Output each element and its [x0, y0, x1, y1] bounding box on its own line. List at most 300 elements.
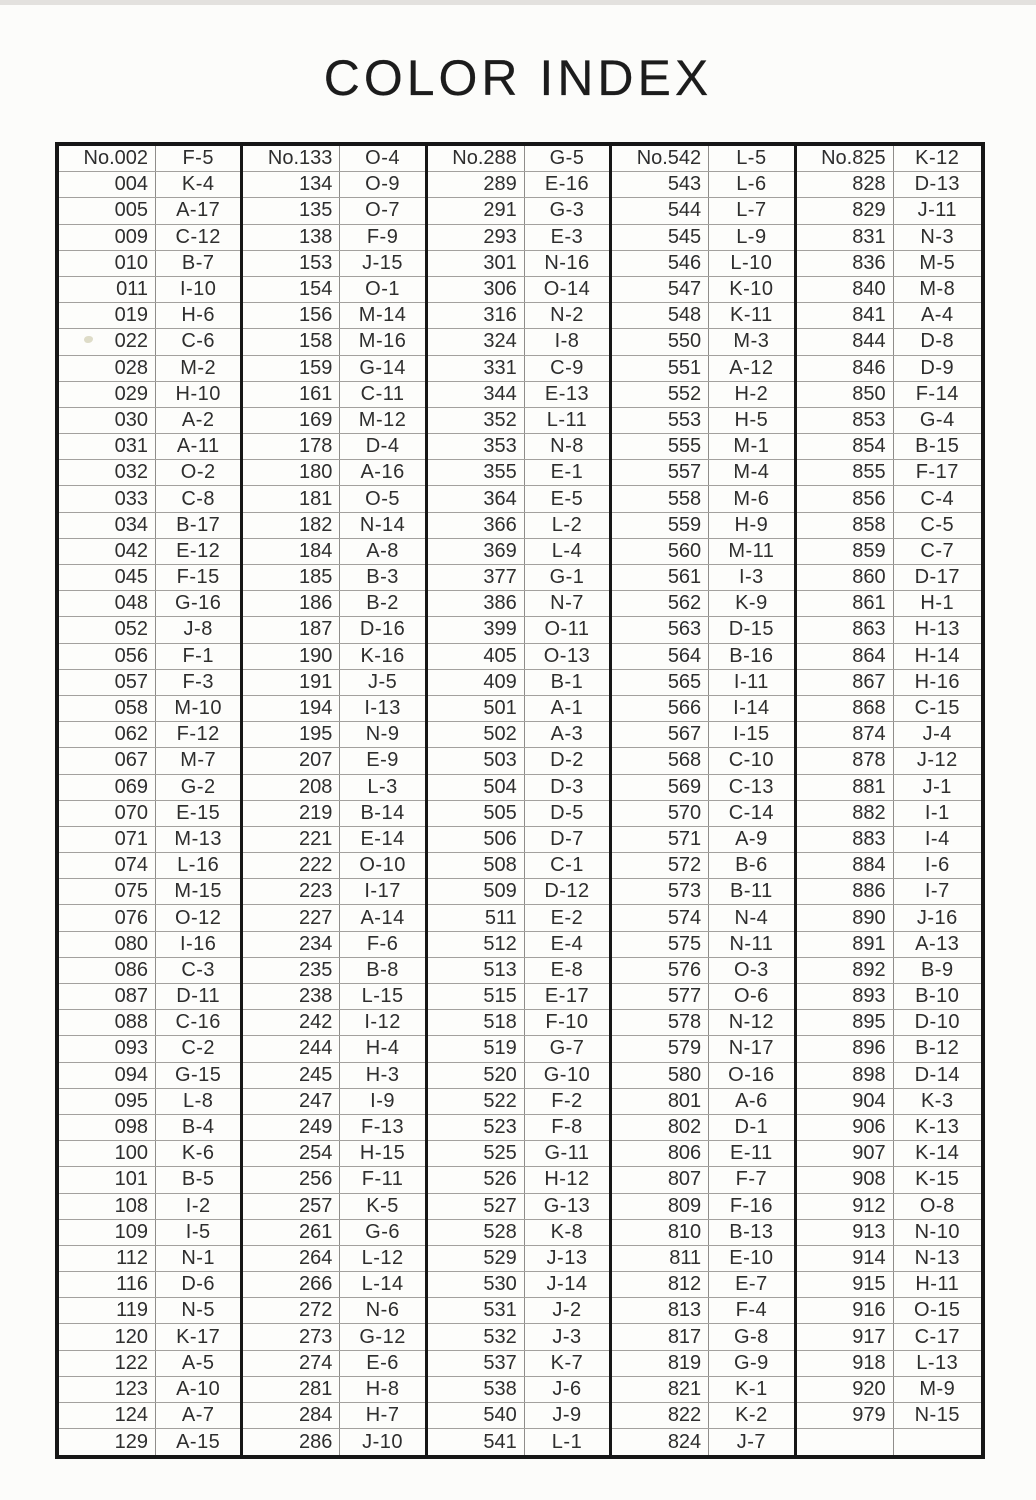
color-code-cell: K-3 — [920, 1089, 954, 1112]
index-row — [59, 644, 240, 670]
index-row — [797, 146, 981, 172]
color-number-cell: 526 — [428, 1167, 525, 1192]
index-row — [797, 303, 981, 329]
color-number-cell: 572 — [612, 853, 709, 878]
index-row — [797, 905, 981, 931]
color-code-cell: C-9 — [550, 356, 584, 379]
color-code-cell: J-5 — [367, 670, 398, 693]
color-code-cell: E-15 — [176, 801, 221, 824]
color-code-cell: N-15 — [914, 1404, 960, 1427]
index-row — [59, 1272, 240, 1298]
color-number-cell: 916 — [797, 1298, 894, 1323]
color-code-cell: L-13 — [916, 1351, 959, 1374]
color-code-cell: B-5 — [181, 1168, 215, 1191]
color-code-cell: L-7 — [736, 199, 767, 222]
color-number-cell: 153 — [243, 251, 340, 276]
index-row — [797, 1377, 981, 1403]
index-row — [428, 460, 609, 486]
color-code-cell: H-2 — [734, 382, 769, 405]
index-row — [612, 905, 793, 931]
color-code-cell: G-12 — [359, 1325, 406, 1348]
color-code-cell: E-7 — [735, 1273, 768, 1296]
color-number-cell: 530 — [428, 1272, 525, 1297]
color-number-cell: 506 — [428, 827, 525, 852]
index-row — [243, 984, 424, 1010]
color-number-cell: 056 — [59, 644, 156, 669]
color-code-cell: M-10 — [174, 697, 222, 720]
color-number-cell: 917 — [797, 1324, 894, 1349]
index-row — [797, 1246, 981, 1272]
color-number-cell: 979 — [797, 1403, 894, 1428]
color-code-cell: O-12 — [174, 906, 222, 929]
color-number-cell: 811 — [612, 1246, 709, 1271]
color-number-cell: No.133 — [243, 146, 340, 171]
index-row — [797, 198, 981, 224]
color-number-cell: 883 — [797, 827, 894, 852]
color-number-cell: No.288 — [428, 146, 525, 171]
color-number-cell: 854 — [797, 434, 894, 459]
color-number-cell: 369 — [428, 539, 525, 564]
index-row — [428, 801, 609, 827]
color-code-cell: J-8 — [183, 618, 213, 641]
color-number-cell: 864 — [797, 644, 894, 669]
color-number-cell: 801 — [612, 1089, 709, 1114]
index-row — [797, 513, 981, 539]
index-row — [428, 198, 609, 224]
index-row — [243, 1194, 424, 1220]
index-row — [612, 1036, 793, 1062]
color-number-cell: 031 — [59, 434, 156, 459]
index-row — [243, 879, 424, 905]
index-row — [612, 1429, 793, 1455]
color-code-cell: H-3 — [365, 1063, 400, 1086]
color-code-cell: F-15 — [176, 566, 220, 589]
color-code-cell: E-17 — [544, 985, 590, 1008]
color-number-cell: 575 — [612, 932, 709, 957]
color-number-cell: 124 — [59, 1403, 156, 1428]
color-number-cell: 503 — [428, 748, 525, 773]
index-row — [243, 1324, 424, 1350]
color-code-cell: K-4 — [181, 173, 215, 196]
color-number-cell: 508 — [428, 853, 525, 878]
index-row — [612, 722, 793, 748]
color-number-cell: 067 — [59, 748, 156, 773]
color-code-cell: K-9 — [735, 592, 768, 615]
index-row — [243, 1036, 424, 1062]
color-number-cell: 855 — [797, 460, 894, 485]
color-code-cell: D-2 — [550, 749, 584, 772]
color-code-cell: H-1 — [920, 592, 955, 615]
color-code-cell: H-5 — [734, 408, 769, 431]
color-code-cell: I-3 — [738, 566, 764, 589]
index-row — [59, 1194, 240, 1220]
index-row — [428, 303, 609, 329]
color-code-cell: F-4 — [735, 1299, 768, 1322]
color-number-cell: 580 — [612, 1063, 709, 1088]
index-row — [428, 1272, 609, 1298]
index-row — [59, 198, 240, 224]
color-number-cell: 409 — [428, 670, 525, 695]
index-row — [797, 1194, 981, 1220]
index-row — [243, 1115, 424, 1141]
index-row — [59, 251, 240, 277]
color-number-cell: 893 — [797, 984, 894, 1009]
color-code-cell: L-1 — [551, 1430, 583, 1453]
index-row — [797, 853, 981, 879]
color-number-cell: 195 — [243, 722, 340, 747]
index-row — [797, 1115, 981, 1141]
index-row — [428, 1010, 609, 1036]
color-code-cell: H-6 — [181, 304, 216, 327]
color-code-cell: D-4 — [365, 435, 400, 458]
color-code-cell: F-10 — [545, 1011, 589, 1034]
color-code-cell: I-4 — [924, 827, 950, 850]
index-row — [243, 146, 424, 172]
color-number-cell: 178 — [243, 434, 340, 459]
index-row — [243, 1351, 424, 1377]
color-number-cell: 186 — [243, 591, 340, 616]
color-number-cell: 071 — [59, 827, 156, 852]
index-row — [59, 722, 240, 748]
index-row — [59, 225, 240, 251]
index-row — [797, 1220, 981, 1246]
index-row — [59, 827, 240, 853]
color-code-cell: B-15 — [915, 435, 960, 458]
color-code-cell: N-3 — [920, 225, 955, 248]
color-code-cell: G-4 — [919, 408, 955, 431]
color-code-cell: O-3 — [733, 958, 769, 981]
index-row — [59, 958, 240, 984]
color-code-cell: F-2 — [551, 1089, 583, 1112]
color-number-cell: 272 — [243, 1298, 340, 1323]
index-row — [797, 1089, 981, 1115]
color-number-cell: 161 — [243, 382, 340, 407]
color-code-cell: O-6 — [733, 985, 769, 1008]
color-number-cell — [797, 1429, 894, 1455]
index-row — [612, 932, 793, 958]
color-code-cell: I-7 — [924, 880, 950, 903]
index-row — [612, 277, 793, 303]
color-code-cell: C-15 — [914, 697, 960, 720]
color-number-cell: 405 — [428, 644, 525, 669]
color-number-cell: 807 — [612, 1167, 709, 1192]
color-code-cell: D-8 — [920, 330, 955, 353]
color-number-cell: 562 — [612, 591, 709, 616]
color-number-cell: 004 — [59, 172, 156, 197]
color-number-cell: 256 — [243, 1167, 340, 1192]
color-number-cell: 563 — [612, 617, 709, 642]
color-code-cell: D-5 — [550, 801, 584, 824]
color-number-cell: 548 — [612, 303, 709, 328]
index-row — [59, 801, 240, 827]
index-row — [428, 251, 609, 277]
index-column-5 — [797, 146, 981, 1455]
color-number-cell: 034 — [59, 513, 156, 538]
color-number-cell: 868 — [797, 696, 894, 721]
color-code-cell: G-2 — [180, 775, 216, 798]
color-code-cell: G-13 — [543, 1194, 591, 1217]
color-code-cell: E-2 — [550, 906, 584, 929]
index-row — [243, 827, 424, 853]
index-row — [797, 1324, 981, 1350]
index-row — [612, 565, 793, 591]
color-code-cell: F-8 — [551, 1116, 583, 1139]
color-code-cell: N-4 — [734, 906, 769, 929]
color-number-cell: 352 — [428, 408, 525, 433]
index-row — [428, 434, 609, 460]
index-row — [243, 670, 424, 696]
index-row — [797, 617, 981, 643]
color-number-cell: 293 — [428, 225, 525, 250]
color-number-cell: 806 — [612, 1141, 709, 1166]
color-number-cell: 904 — [797, 1089, 894, 1114]
color-number-cell: 355 — [428, 460, 525, 485]
color-code-cell: K-7 — [550, 1351, 584, 1374]
color-code-cell: D-3 — [550, 775, 584, 798]
color-number-cell: 841 — [797, 303, 894, 328]
color-number-cell: 045 — [59, 565, 156, 590]
color-number-cell: 520 — [428, 1063, 525, 1088]
color-code-cell: G-3 — [549, 199, 585, 222]
color-code-cell: M-5 — [919, 251, 956, 274]
color-index-table — [55, 142, 985, 1459]
color-number-cell: 859 — [797, 539, 894, 564]
index-row — [59, 1220, 240, 1246]
index-row — [797, 1167, 981, 1193]
color-code-cell: N-1 — [181, 1246, 216, 1269]
color-number-cell: 235 — [243, 958, 340, 983]
color-number-cell: 187 — [243, 617, 340, 642]
color-number-cell: 119 — [59, 1298, 156, 1323]
color-number-cell: 184 — [243, 539, 340, 564]
color-code-cell: N-2 — [550, 304, 584, 327]
index-row — [612, 775, 793, 801]
color-code-cell: J-11 — [917, 199, 957, 222]
color-code-cell: O-11 — [544, 618, 590, 641]
index-row — [428, 1141, 609, 1167]
index-row — [797, 225, 981, 251]
color-code-cell: D-14 — [914, 1063, 960, 1086]
color-code-cell: I-13 — [364, 697, 401, 720]
index-row — [428, 356, 609, 382]
index-row — [612, 460, 793, 486]
color-number-cell: 821 — [612, 1377, 709, 1402]
index-row — [612, 408, 793, 434]
color-code-cell: M-14 — [358, 304, 407, 327]
color-code-cell: A-3 — [550, 723, 584, 746]
color-number-cell: 377 — [428, 565, 525, 590]
color-number-cell: 234 — [243, 932, 340, 957]
index-row — [428, 617, 609, 643]
index-row — [59, 1403, 240, 1429]
color-code-cell: J-2 — [552, 1299, 582, 1322]
color-code-cell: K-1 — [735, 1377, 768, 1400]
color-code-cell: F-17 — [915, 461, 959, 484]
color-number-cell: 005 — [59, 198, 156, 223]
index-row — [797, 932, 981, 958]
color-code-cell: H-4 — [365, 1037, 400, 1060]
color-number-cell: 291 — [428, 198, 525, 223]
index-row — [428, 146, 609, 172]
color-number-cell: 555 — [612, 434, 709, 459]
color-code-cell: E-12 — [176, 539, 221, 562]
color-number-cell: 577 — [612, 984, 709, 1009]
color-code-cell: B-3 — [366, 566, 399, 589]
color-number-cell: 331 — [428, 356, 525, 381]
color-code-cell: A-2 — [181, 408, 215, 431]
index-row — [797, 277, 981, 303]
color-number-cell: 812 — [612, 1272, 709, 1297]
index-row — [428, 1063, 609, 1089]
color-number-cell: 867 — [797, 670, 894, 695]
color-code-cell: O-16 — [728, 1063, 775, 1086]
index-row — [797, 748, 981, 774]
index-row — [612, 748, 793, 774]
color-number-cell: 553 — [612, 408, 709, 433]
color-code-cell: I-2 — [185, 1194, 211, 1217]
color-number-cell: 093 — [59, 1036, 156, 1061]
index-row — [59, 1115, 240, 1141]
index-row — [612, 958, 793, 984]
color-code-cell: M-11 — [728, 539, 775, 562]
index-row — [797, 670, 981, 696]
index-row — [797, 1272, 981, 1298]
color-code-cell: O-15 — [914, 1299, 961, 1322]
index-row — [612, 172, 793, 198]
index-row — [243, 460, 424, 486]
color-code-cell: G-1 — [549, 566, 585, 589]
index-row — [243, 722, 424, 748]
index-row — [243, 1429, 424, 1455]
color-code-cell: F-7 — [735, 1168, 768, 1191]
index-row — [612, 513, 793, 539]
color-number-cell: No.002 — [59, 146, 156, 171]
index-row — [243, 277, 424, 303]
color-number-cell: 098 — [59, 1115, 156, 1140]
index-row — [59, 460, 240, 486]
color-code-cell: K-14 — [915, 1142, 960, 1165]
color-code-cell: E-8 — [550, 958, 584, 981]
color-number-cell: 543 — [612, 172, 709, 197]
color-number-cell: 896 — [797, 1036, 894, 1061]
color-number-cell: 076 — [59, 905, 156, 930]
color-code-cell: C-5 — [920, 513, 955, 536]
color-number-cell: 819 — [612, 1351, 709, 1376]
color-number-cell: 254 — [243, 1141, 340, 1166]
index-row — [59, 565, 240, 591]
color-number-cell: 238 — [243, 984, 340, 1009]
index-row — [428, 1036, 609, 1062]
color-code-cell: B-14 — [360, 801, 405, 824]
color-code-cell: E-16 — [544, 173, 590, 196]
index-row — [243, 905, 424, 931]
index-row — [612, 251, 793, 277]
color-code-cell: A-10 — [176, 1377, 221, 1400]
index-row — [243, 1220, 424, 1246]
index-row — [797, 408, 981, 434]
color-code-cell: L-4 — [551, 539, 583, 562]
color-number-cell: 856 — [797, 486, 894, 511]
color-number-cell: 033 — [59, 486, 156, 511]
color-code-cell: N-7 — [550, 592, 584, 615]
color-number-cell: 891 — [797, 932, 894, 957]
color-code-cell: H-11 — [915, 1273, 960, 1296]
color-code-cell: A-11 — [176, 435, 220, 458]
color-number-cell: 159 — [243, 356, 340, 381]
color-code-cell: H-15 — [359, 1142, 406, 1165]
index-row — [797, 1063, 981, 1089]
color-number-cell: 828 — [797, 172, 894, 197]
index-row — [797, 329, 981, 355]
color-number-cell: 861 — [797, 591, 894, 616]
color-number-cell: 858 — [797, 513, 894, 538]
color-number-cell: 531 — [428, 1298, 525, 1323]
color-code-cell: B-17 — [176, 513, 221, 536]
color-number-cell: 502 — [428, 722, 525, 747]
color-code-cell: J-14 — [546, 1273, 588, 1296]
index-row — [59, 932, 240, 958]
color-number-cell: 573 — [612, 879, 709, 904]
color-code-cell: G-14 — [359, 356, 406, 379]
index-row — [612, 356, 793, 382]
color-code-cell: O-13 — [543, 644, 591, 667]
color-code-cell: N-17 — [728, 1037, 775, 1060]
color-code-cell: H-7 — [365, 1404, 400, 1427]
color-code-cell: E-9 — [366, 749, 399, 772]
color-code-cell: L-11 — [546, 408, 588, 431]
color-code-cell: F-1 — [182, 644, 214, 667]
color-number-cell: 273 — [243, 1324, 340, 1349]
index-row — [59, 434, 240, 460]
color-number-cell: 048 — [59, 591, 156, 616]
color-number-cell: 122 — [59, 1351, 156, 1376]
color-number-cell: 906 — [797, 1115, 894, 1140]
color-code-cell: C-3 — [181, 958, 216, 981]
color-number-cell: 557 — [612, 460, 709, 485]
color-number-cell: 512 — [428, 932, 525, 957]
color-code-cell: B-6 — [735, 854, 768, 877]
color-code-cell: E-1 — [550, 461, 584, 484]
color-code-cell: E-13 — [544, 382, 590, 405]
color-number-cell: 101 — [59, 1167, 156, 1192]
index-row — [59, 879, 240, 905]
color-number-cell: 529 — [428, 1246, 525, 1271]
index-row — [243, 251, 424, 277]
color-number-cell: 075 — [59, 879, 156, 904]
index-column-3 — [428, 146, 612, 1455]
color-code-cell: F-16 — [729, 1194, 773, 1217]
color-code-cell: N-11 — [729, 932, 774, 955]
index-row — [428, 1246, 609, 1272]
index-row — [797, 356, 981, 382]
color-code-cell: C-7 — [920, 539, 955, 562]
index-row — [243, 539, 424, 565]
index-row — [243, 198, 424, 224]
index-row — [428, 748, 609, 774]
index-row — [59, 670, 240, 696]
color-code-cell: E-14 — [360, 827, 405, 850]
color-code-cell: A-12 — [729, 356, 774, 379]
index-row — [243, 1089, 424, 1115]
index-row — [797, 696, 981, 722]
color-code-cell: C-4 — [920, 487, 955, 510]
color-code-cell: N-8 — [550, 435, 584, 458]
color-code-cell: B-7 — [181, 251, 215, 274]
color-number-cell: 281 — [243, 1377, 340, 1402]
index-row — [428, 408, 609, 434]
color-code-cell: G-5 — [549, 147, 585, 170]
color-code-cell: H-13 — [914, 618, 960, 641]
